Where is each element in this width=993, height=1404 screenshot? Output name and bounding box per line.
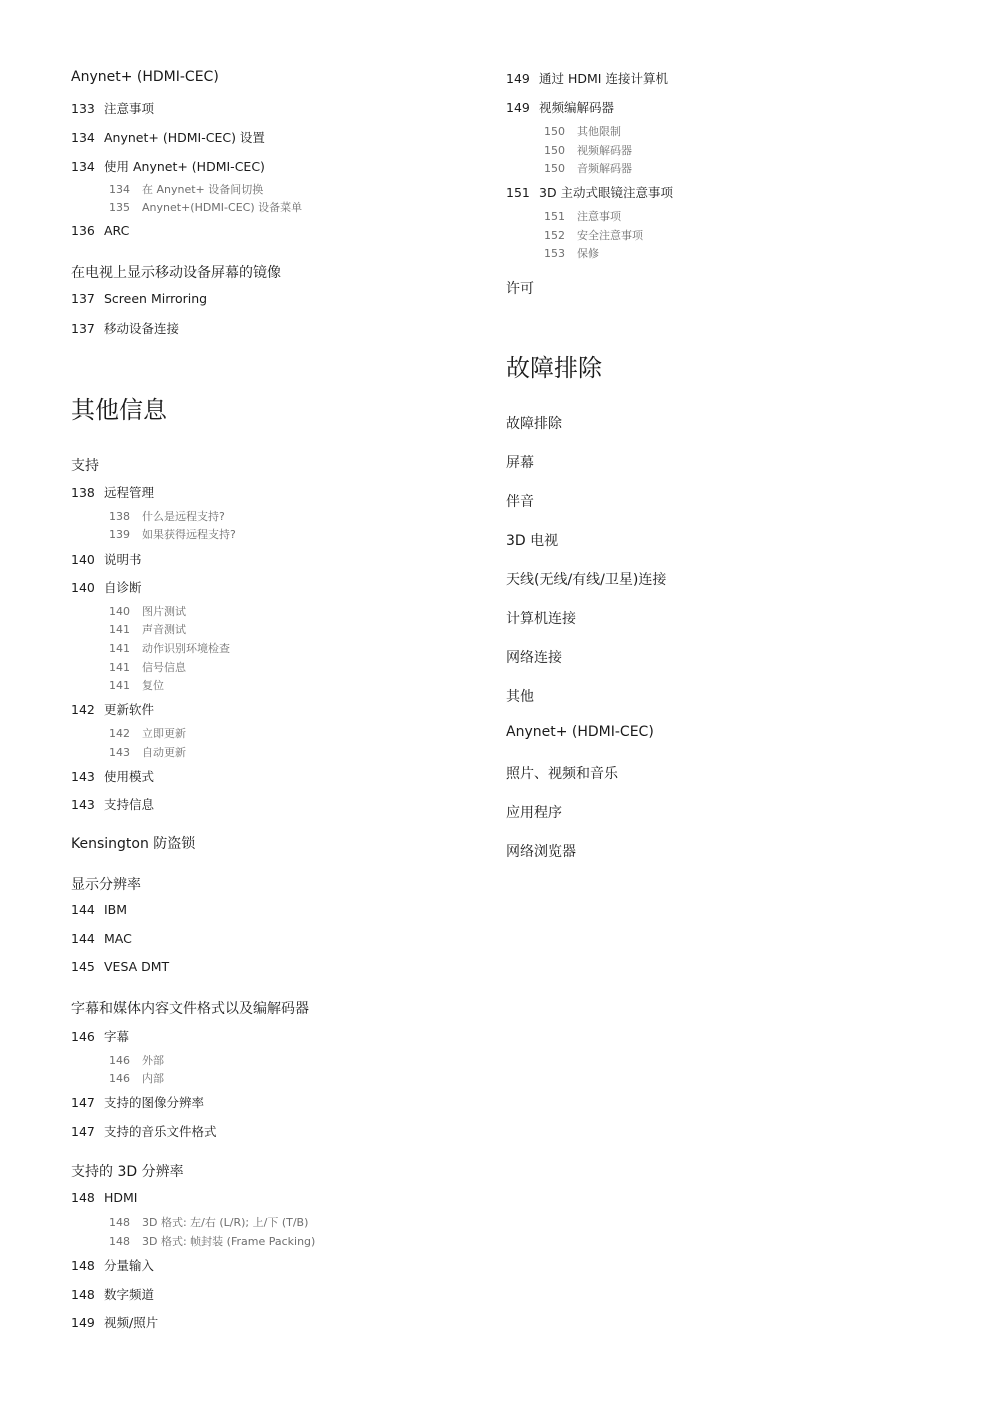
entry-title: 音频解码器 xyxy=(577,162,632,175)
entry-title: 计算机连接 xyxy=(506,611,576,627)
toc-subitem[interactable] xyxy=(109,1070,164,1086)
page-number: 136 xyxy=(71,223,95,238)
toc-heading[interactable] xyxy=(506,491,534,511)
entry-title: 故障排除 xyxy=(506,354,602,382)
toc-subitem[interactable] xyxy=(109,744,186,760)
entry-title: Anynet+(HDMI-CEC) 设备菜单 xyxy=(142,201,303,214)
toc-heading[interactable] xyxy=(506,802,562,822)
entry-title: ARC xyxy=(104,223,130,238)
entry-title: 网络连接 xyxy=(506,650,562,666)
toc-item[interactable] xyxy=(71,959,169,974)
entry-title: 安全注意事项 xyxy=(577,229,643,242)
toc-item[interactable] xyxy=(71,902,127,917)
toc-heading[interactable] xyxy=(506,413,562,433)
toc-subitem[interactable] xyxy=(544,245,599,261)
toc-heading[interactable] xyxy=(71,874,141,894)
page-number: 150 xyxy=(544,125,565,138)
entry-title: VESA DMT xyxy=(104,959,170,974)
page-number: 148 xyxy=(71,1190,95,1205)
entry-title: 故障排除 xyxy=(506,416,562,432)
toc-item[interactable] xyxy=(506,98,614,116)
entry-title: 屏幕 xyxy=(506,455,534,471)
page-number: 146 xyxy=(109,1072,130,1085)
page-number: 153 xyxy=(544,247,565,260)
toc-item[interactable] xyxy=(71,931,132,946)
page-number: 144 xyxy=(71,902,95,917)
entry-title: 移动设备连接 xyxy=(104,321,180,336)
entry-title: Kensington 防盗锁 xyxy=(71,836,196,852)
entry-title: 声音测试 xyxy=(142,623,186,636)
entry-title: HDMI xyxy=(104,1190,138,1205)
entry-title: 信号信息 xyxy=(142,661,186,674)
toc-subitem[interactable] xyxy=(109,508,225,524)
toc-heading[interactable] xyxy=(506,724,654,740)
entry-title: 支持的 3D 分辨率 xyxy=(71,1164,184,1180)
toc-item[interactable] xyxy=(506,69,668,87)
toc-subitem[interactable] xyxy=(109,1214,308,1230)
toc-item[interactable] xyxy=(71,128,265,146)
page-number: 135 xyxy=(109,201,130,214)
toc-heading[interactable] xyxy=(71,262,281,282)
toc-subitem[interactable] xyxy=(544,160,632,176)
entry-title: 视频解码器 xyxy=(577,144,632,157)
entry-title: 字幕和媒体内容文件格式以及编解码器 xyxy=(71,1001,309,1017)
toc-heading[interactable] xyxy=(71,1161,184,1181)
toc-subitem[interactable] xyxy=(109,725,186,741)
entry-title: 图片测试 xyxy=(142,605,186,618)
toc-item[interactable] xyxy=(71,319,179,337)
entry-title: 许可 xyxy=(506,281,534,297)
entry-title: 什么是远程支持? xyxy=(142,510,225,523)
page-number: 152 xyxy=(544,229,565,242)
toc-item[interactable] xyxy=(71,1190,138,1205)
page-number: 146 xyxy=(71,1029,95,1044)
entry-title: 使用 Anynet+ (HDMI-CEC) xyxy=(104,159,265,174)
page-number: 147 xyxy=(71,1095,95,1110)
toc-subitem[interactable] xyxy=(109,677,164,693)
page-number: 149 xyxy=(506,100,530,115)
entry-title: 内部 xyxy=(142,1072,164,1085)
toc-item[interactable] xyxy=(71,1027,129,1045)
page-number: 143 xyxy=(71,797,95,812)
entry-title: 其他限制 xyxy=(577,125,621,138)
toc-item[interactable] xyxy=(71,223,129,238)
entry-title: IBM xyxy=(104,902,128,917)
toc-item[interactable] xyxy=(71,1093,204,1111)
toc-subitem[interactable] xyxy=(109,1052,164,1068)
page-number: 142 xyxy=(109,727,130,740)
toc-heading[interactable] xyxy=(506,841,576,861)
toc-heading[interactable] xyxy=(71,833,195,853)
page-number: 146 xyxy=(109,1054,130,1067)
toc-heading[interactable] xyxy=(506,452,534,472)
page-number: 143 xyxy=(71,769,95,784)
page-number: 148 xyxy=(71,1287,95,1302)
toc-item[interactable] xyxy=(71,483,154,501)
entry-title: 伴音 xyxy=(506,494,534,510)
entry-title: 天线(无线/有线/卫星)连接 xyxy=(506,572,667,588)
toc-item[interactable] xyxy=(71,1256,154,1274)
entry-title: Anynet+ (HDMI-CEC) xyxy=(506,724,654,740)
toc-item[interactable] xyxy=(71,157,265,175)
entry-title: 3D 格式: 帧封装 (Frame Packing) xyxy=(142,1235,316,1248)
toc-heading[interactable] xyxy=(506,278,534,298)
entry-title: 其他 xyxy=(506,689,534,705)
entry-title: 在电视上显示移动设备屏幕的镜像 xyxy=(71,265,281,281)
page-number: 140 xyxy=(71,552,95,567)
entry-title: 应用程序 xyxy=(506,805,562,821)
page-number: 149 xyxy=(506,71,530,86)
toc-subitem[interactable] xyxy=(544,208,621,224)
toc-item[interactable] xyxy=(71,1285,154,1303)
page-number: 134 xyxy=(71,130,95,145)
page-number: 141 xyxy=(109,623,130,636)
page-number: 148 xyxy=(109,1235,130,1248)
toc-subitem[interactable] xyxy=(544,123,621,139)
toc-item[interactable] xyxy=(506,183,673,201)
entry-title: 分量输入 xyxy=(104,1258,155,1273)
page-number: 144 xyxy=(71,931,95,946)
toc-heading[interactable] xyxy=(506,647,562,667)
entry-title: 显示分辨率 xyxy=(71,877,141,893)
page-number: 139 xyxy=(109,528,130,541)
toc-subitem[interactable] xyxy=(544,142,632,158)
page-number: 140 xyxy=(109,605,130,618)
entry-title: 通过 HDMI 连接计算机 xyxy=(539,71,668,86)
entry-title: 更新软件 xyxy=(104,702,155,717)
page-number: 147 xyxy=(71,1124,95,1139)
toc-item[interactable] xyxy=(71,550,142,568)
entry-title: 如果获得远程支持? xyxy=(142,528,236,541)
toc-item[interactable] xyxy=(71,291,207,306)
toc-subitem[interactable] xyxy=(109,526,236,542)
section-heading xyxy=(506,348,602,383)
page-number: 137 xyxy=(71,321,95,336)
entry-title: 保修 xyxy=(577,247,599,260)
entry-title: 自诊断 xyxy=(104,580,142,595)
page-number: 149 xyxy=(71,1315,95,1330)
page-number: 142 xyxy=(71,702,95,717)
entry-title: 注意事项 xyxy=(104,101,155,116)
page-number: 138 xyxy=(109,510,130,523)
entry-title: Screen Mirroring xyxy=(104,291,208,306)
entry-title: MAC xyxy=(104,931,132,946)
toc-item[interactable] xyxy=(71,99,154,117)
toc-heading[interactable] xyxy=(71,998,309,1018)
toc-subitem[interactable] xyxy=(109,199,302,215)
entry-title: 在 Anynet+ 设备间切换 xyxy=(142,183,264,196)
page-number: 133 xyxy=(71,101,95,116)
section-heading xyxy=(71,390,167,425)
page-number: 134 xyxy=(71,159,95,174)
toc-subitem[interactable] xyxy=(109,659,186,675)
page-number: 141 xyxy=(109,661,130,674)
entry-title: 照片、视频和音乐 xyxy=(506,766,618,782)
toc-subitem[interactable] xyxy=(109,1233,315,1249)
toc-item[interactable] xyxy=(71,1122,217,1140)
toc-item[interactable] xyxy=(71,795,154,813)
entry-title: 外部 xyxy=(142,1054,164,1067)
entry-title: 远程管理 xyxy=(104,485,155,500)
toc-heading[interactable] xyxy=(506,530,558,550)
page-number: 148 xyxy=(109,1216,130,1229)
entry-title: 字幕 xyxy=(104,1029,130,1044)
entry-title: 支持的图像分辨率 xyxy=(104,1095,205,1110)
entry-title: Anynet+ (HDMI-CEC) 设置 xyxy=(104,130,265,145)
entry-title: 支持 xyxy=(71,458,99,474)
page-number: 140 xyxy=(71,580,95,595)
toc-subitem[interactable] xyxy=(109,640,230,656)
toc-heading[interactable] xyxy=(506,763,618,783)
page-number: 151 xyxy=(506,185,530,200)
entry-title: Anynet+ (HDMI-CEC) xyxy=(71,69,219,85)
toc-heading[interactable] xyxy=(71,69,219,85)
toc-heading[interactable] xyxy=(506,608,576,628)
entry-title: 数字频道 xyxy=(104,1287,155,1302)
entry-title: 自动更新 xyxy=(142,746,186,759)
page-number: 141 xyxy=(109,679,130,692)
toc-subitem[interactable] xyxy=(109,603,186,619)
toc-heading[interactable] xyxy=(506,569,666,589)
entry-title: 其他信息 xyxy=(71,396,167,424)
page-number: 150 xyxy=(544,162,565,175)
toc-subitem[interactable] xyxy=(109,181,263,197)
toc-heading[interactable] xyxy=(506,686,534,706)
entry-title: 网络浏览器 xyxy=(506,844,576,860)
toc-heading[interactable] xyxy=(71,455,99,475)
toc-subitem[interactable] xyxy=(544,227,643,243)
page-number: 138 xyxy=(71,485,95,500)
entry-title: 复位 xyxy=(142,679,164,692)
page-number: 134 xyxy=(109,183,130,196)
toc-subitem[interactable] xyxy=(109,621,186,637)
toc-item[interactable] xyxy=(71,767,154,785)
toc-item[interactable] xyxy=(71,700,154,718)
page-number: 137 xyxy=(71,291,95,306)
page-number: 148 xyxy=(71,1258,95,1273)
page-number: 151 xyxy=(544,210,565,223)
entry-title: 视频/照片 xyxy=(104,1315,159,1330)
entry-title: 支持信息 xyxy=(104,797,155,812)
entry-title: 3D 格式: 左/右 (L/R); 上/下 (T/B) xyxy=(142,1216,309,1229)
page-number: 141 xyxy=(109,642,130,655)
toc-item[interactable] xyxy=(71,1313,158,1331)
entry-title: 动作识别环境检查 xyxy=(142,642,230,655)
entry-title: 立即更新 xyxy=(142,727,186,740)
page-number: 145 xyxy=(71,959,95,974)
entry-title: 3D 主动式眼镜注意事项 xyxy=(539,185,674,200)
page-number: 143 xyxy=(109,746,130,759)
page-number: 150 xyxy=(544,144,565,157)
entry-title: 注意事项 xyxy=(577,210,621,223)
entry-title: 说明书 xyxy=(104,552,142,567)
entry-title: 使用模式 xyxy=(104,769,155,784)
toc-item[interactable] xyxy=(71,578,142,596)
entry-title: 3D 电视 xyxy=(506,533,559,549)
entry-title: 支持的音乐文件格式 xyxy=(104,1124,217,1139)
entry-title: 视频编解码器 xyxy=(539,100,615,115)
